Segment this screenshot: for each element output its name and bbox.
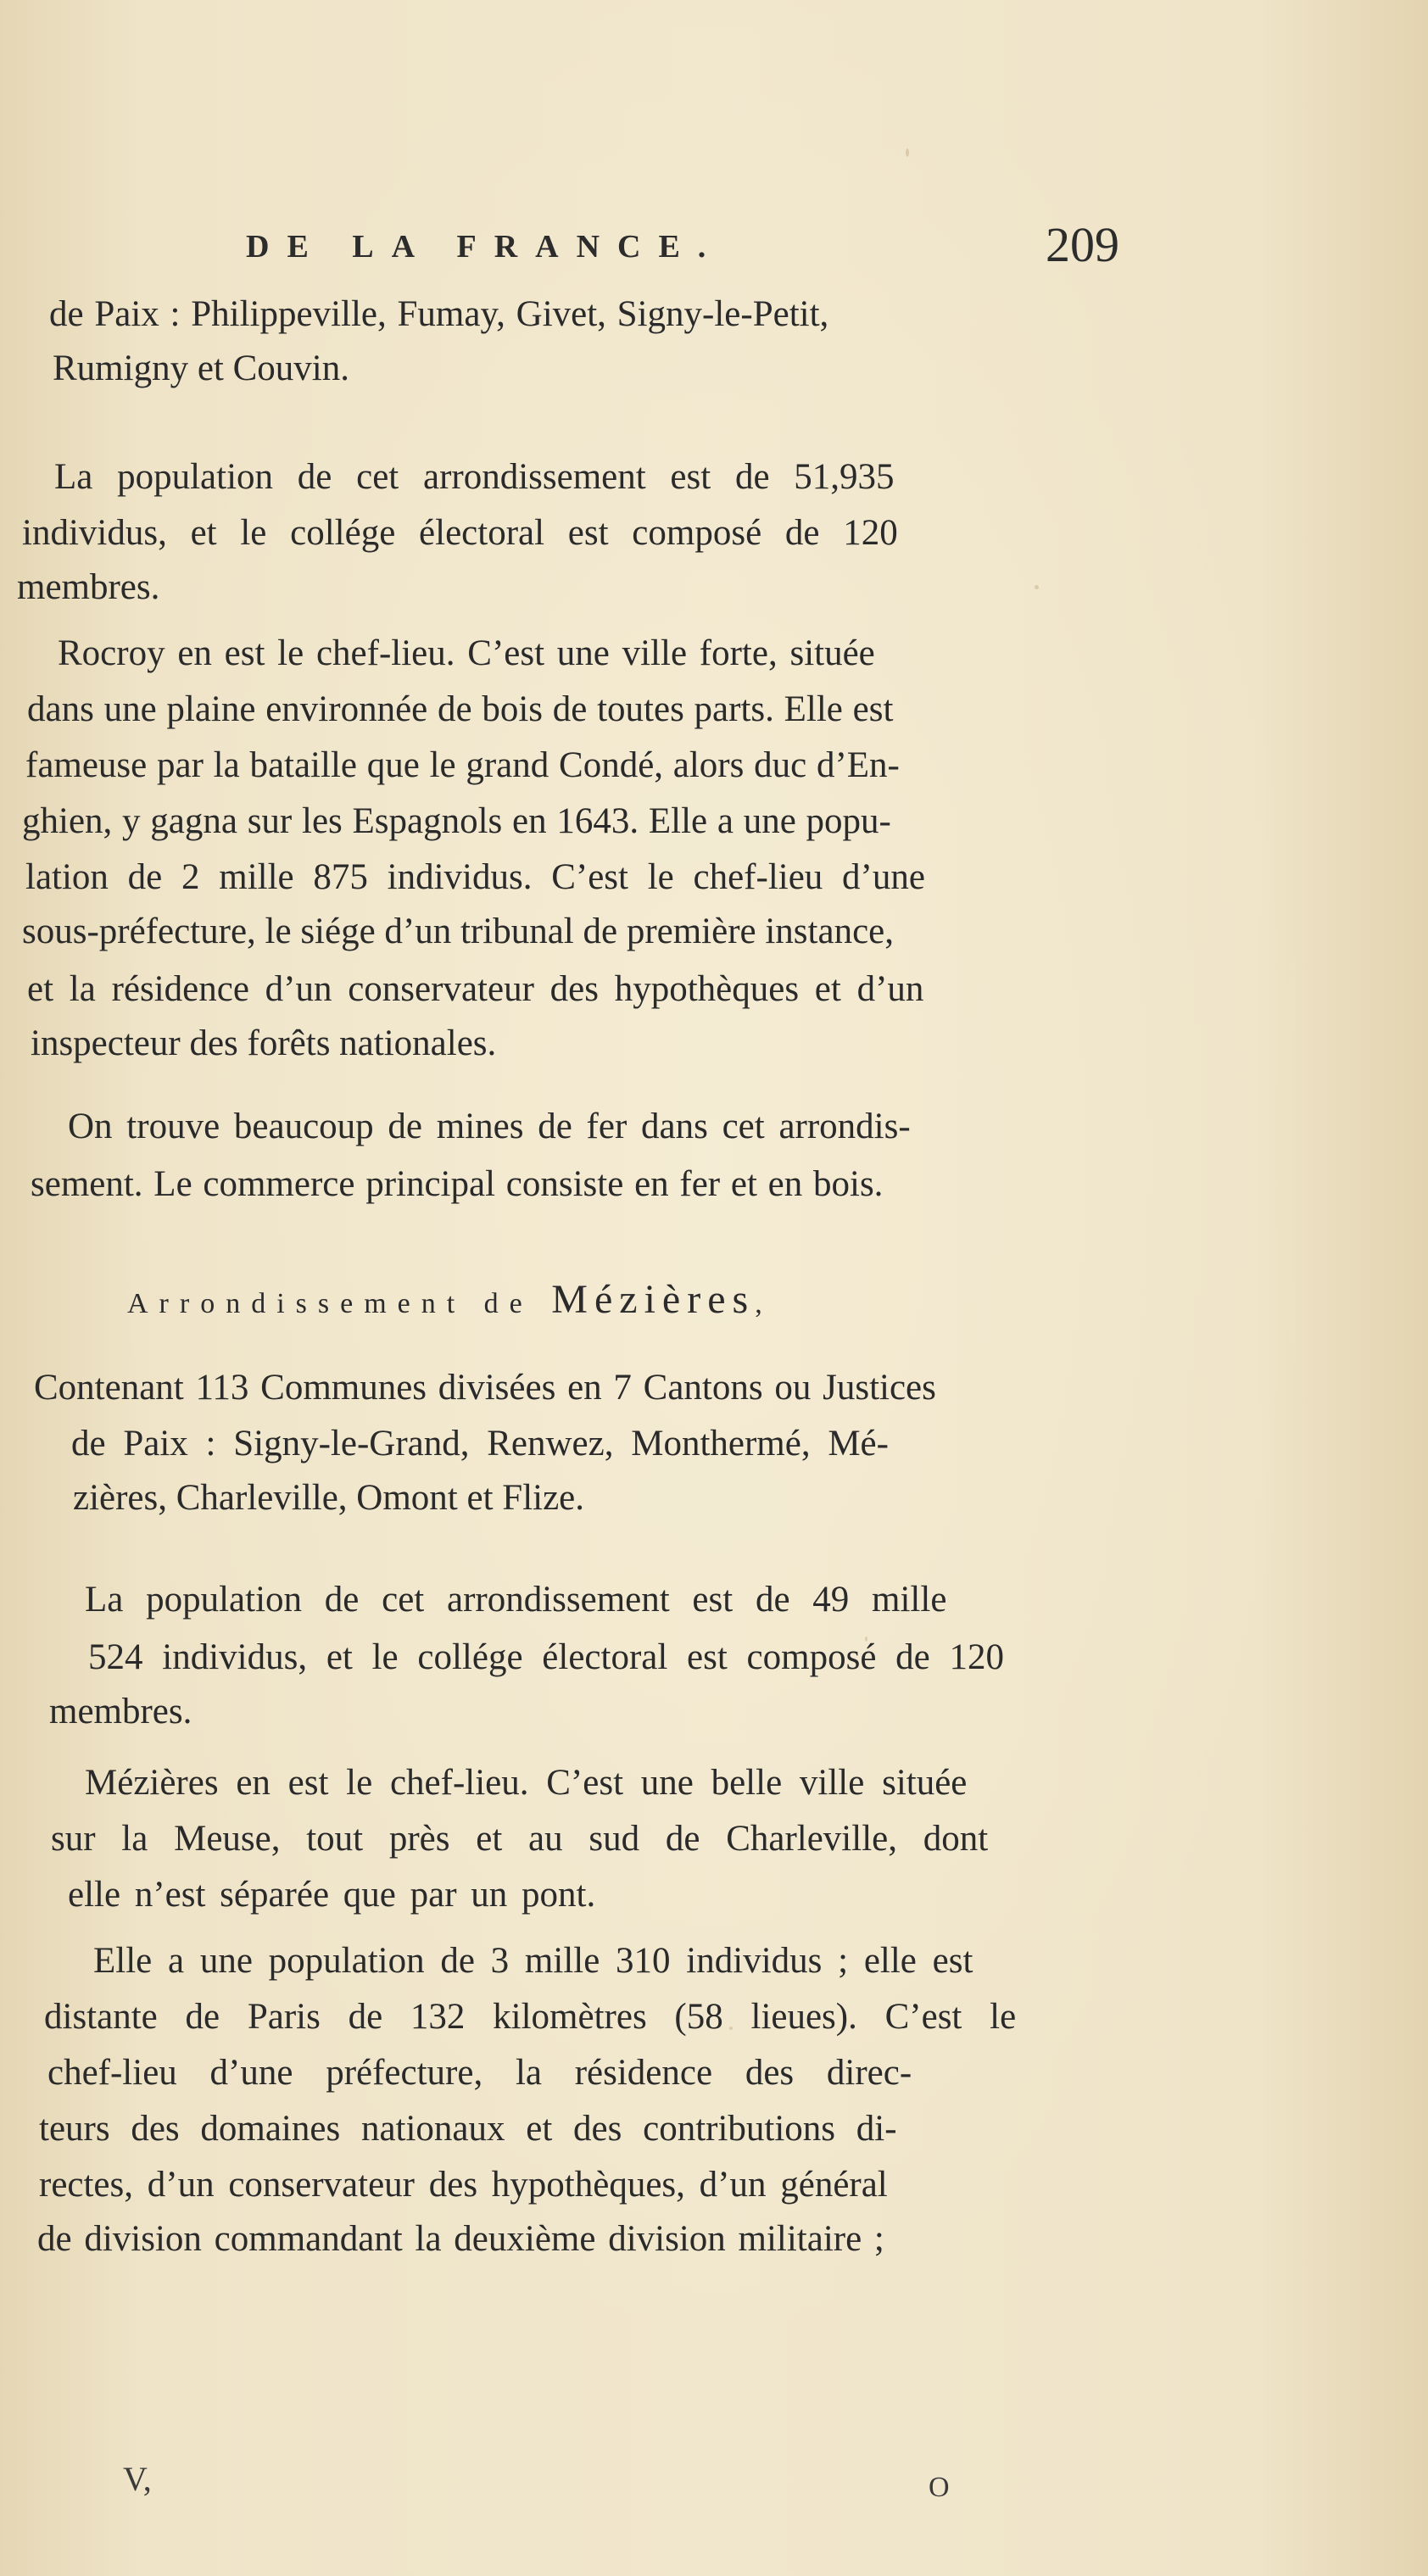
text-line: de Paix : Signy-le-Grand, Renwez, Monthermé, Mé- [71, 1424, 889, 1464]
text-line: Rocroy en est le chef-lieu. C’est une ville forte, située [58, 633, 875, 673]
page-number: 209 [1046, 217, 1119, 272]
catchword-mark: O [929, 2472, 950, 2503]
section-heading-suffix: , [755, 1288, 773, 1319]
running-header [246, 216, 1119, 284]
text-line: Elle a une population de 3 mille 310 individus ; elle est [93, 1941, 973, 1981]
text-line: zières, Charleville, Omont et Flize. [73, 1478, 585, 1518]
text-line: La population de cet arrondissement est de 49 mille [85, 1580, 947, 1620]
signature-mark: V, [123, 2460, 152, 2498]
text-line: Contenant 113 Communes divisées en 7 Cantons ou Justices [34, 1368, 936, 1408]
text-line: elle n’est séparée que par un pont. [68, 1875, 596, 1915]
text-line: ghien, y gagna sur les Espagnols en 1643. Elle a une popu- [22, 801, 891, 841]
text-line: fameuse par la bataille que le grand Condé, alors duc d’En- [25, 745, 900, 785]
text-line: chef-lieu d’une préfecture, la résidence des direc- [47, 2053, 912, 2093]
text-line: sur la Meuse, tout près et au sud de Charleville, dont [51, 1819, 989, 1859]
text-line: individus, et le collége électoral est composé de 120 [22, 513, 898, 553]
text-line: de division commandant la deuxième division militaire ; [37, 2219, 884, 2259]
text-line: teurs des domaines nationaux et des contributions di- [39, 2109, 897, 2149]
text-line: On trouve beaucoup de mines de fer dans cet arrondis- [68, 1107, 911, 1146]
foxing-spot [1035, 585, 1039, 589]
text-line: Mézières en est le chef-lieu. C’est une belle ville située [85, 1763, 968, 1803]
section-heading-prefix: Arrondissement de [127, 1288, 552, 1319]
text-line: rectes, d’un conservateur des hypothèques, d’un général [39, 2165, 888, 2205]
section-heading-name: Mézières [551, 1277, 756, 1322]
text-line: lation de 2 mille 875 individus. C’est le chef-lieu d’une [25, 857, 925, 897]
text-line: sement. Le commerce principal consiste en fer et en bois. [31, 1164, 884, 1204]
text-line: de Paix : Philippeville, Fumay, Givet, Signy-le-Petit, [49, 294, 829, 334]
text-line: membres. [17, 567, 160, 607]
foxing-spot [906, 148, 909, 157]
text-line: distante de Paris de 132 kilomètres (58 lieues). C’est le [44, 1997, 1017, 2037]
text-line: 524 individus, et le collége électoral est composé de 120 [88, 1637, 1004, 1677]
text-line: inspecteur des forêts nationales. [31, 1023, 497, 1063]
text-line: et la résidence d’un conservateur des hypothèques et d’un [27, 969, 924, 1009]
text-line: La population de cet arrondissement est de 51,935 [54, 457, 895, 497]
running-title: DE LA FRANCE. [246, 229, 724, 265]
section-heading [127, 1276, 773, 1323]
text-line: membres. [49, 1692, 192, 1731]
text-line: Rumigny et Couvin. [53, 348, 349, 388]
text-line: sous-préfecture, le siége d’un tribunal de première instance, [22, 912, 894, 951]
text-line: dans une plaine environnée de bois de toutes parts. Elle est [27, 689, 894, 729]
